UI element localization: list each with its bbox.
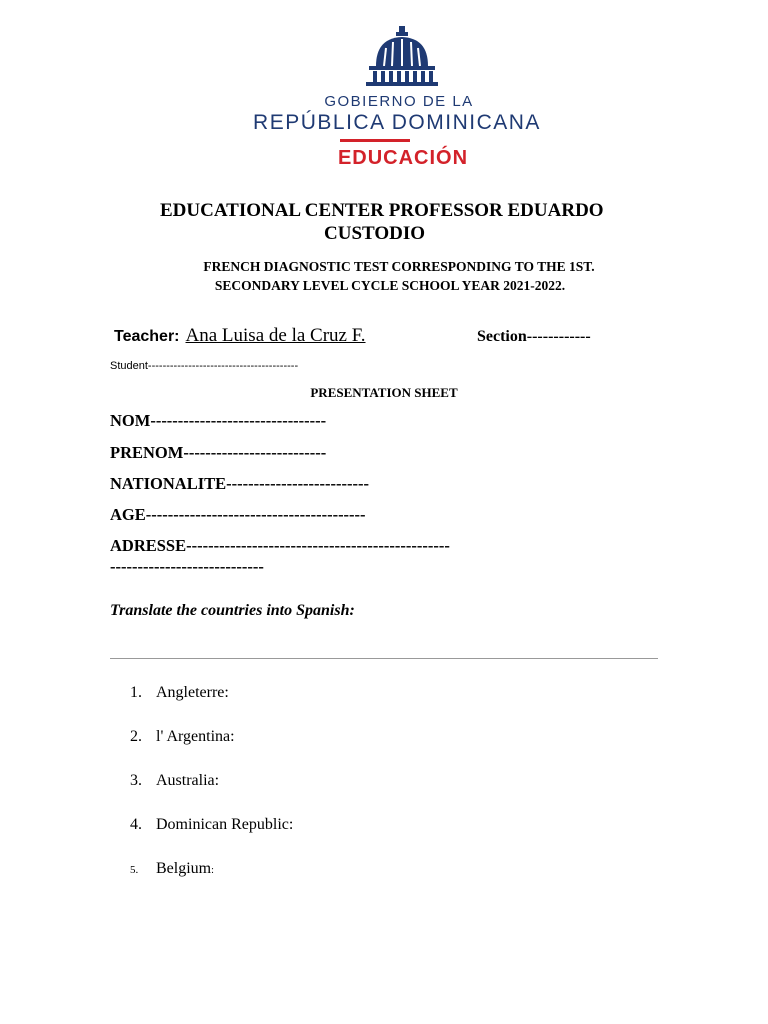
list-item-number: 3. xyxy=(130,772,142,789)
school-title-line-2: CUSTODIO xyxy=(324,223,426,244)
nationalite-field: NATIONALITE-------------------------- xyxy=(110,474,369,493)
capitol-dome-icon xyxy=(366,26,438,88)
teacher-label: Teacher: xyxy=(114,328,180,345)
test-subtitle-line-2: SECONDARY LEVEL CYCLE SCHOOL YEAR 2021-2022. xyxy=(214,278,566,293)
adresse-field-continuation: ---------------------------- xyxy=(110,557,264,576)
logo-line-republica: REPÚBLICA DOMINICANA xyxy=(253,111,541,134)
list-item-text: Dominican Republic: xyxy=(156,816,294,833)
adresse-field: ADRESSE------------------------------------------------ xyxy=(110,536,450,555)
list-item xyxy=(130,684,229,702)
list-item-text: l' Argentina: xyxy=(156,728,235,745)
logo-line-educacion: EDUCACIÓN xyxy=(337,147,469,169)
list-item-text: Australia: xyxy=(156,772,220,789)
age-field: AGE---------------------------------------- xyxy=(110,505,366,524)
list-item xyxy=(130,860,214,878)
list-item-number: 2. xyxy=(130,728,142,745)
list-item-text: Belgium xyxy=(156,860,212,877)
list-item xyxy=(130,772,219,790)
list-item xyxy=(130,728,235,746)
list-item-suffix: : xyxy=(211,865,214,876)
section-field: Section------------ xyxy=(477,328,591,345)
teacher-name: Ana Luisa de la Cruz F. xyxy=(185,325,366,346)
exercise-instruction: Translate the countries into Spanish: xyxy=(110,602,355,619)
list-item xyxy=(130,816,293,834)
presentation-sheet-heading: PRESENTATION SHEET xyxy=(310,385,458,400)
logo-red-bar xyxy=(340,139,410,142)
teacher-row xyxy=(114,325,366,347)
test-subtitle-line-1: FRENCH DIAGNOSTIC TEST CORRESPONDING TO THE 1ST. xyxy=(203,259,595,274)
list-item-number: 5. xyxy=(130,864,139,876)
nom-field: NOM-------------------------------- xyxy=(110,411,327,430)
list-item-text: Angleterre: xyxy=(156,684,229,701)
school-title-line-1: EDUCATIONAL CENTER PROFESSOR EDUARDO xyxy=(160,200,604,221)
prenom-field: PRENOM-------------------------- xyxy=(110,443,327,462)
logo-line-gobierno: GOBIERNO DE LA xyxy=(324,93,474,110)
list-item-number: 4. xyxy=(130,816,142,833)
separator-line xyxy=(110,658,658,659)
list-item-number: 1. xyxy=(130,684,142,701)
student-field: Student----------------------------------------- xyxy=(110,360,299,372)
